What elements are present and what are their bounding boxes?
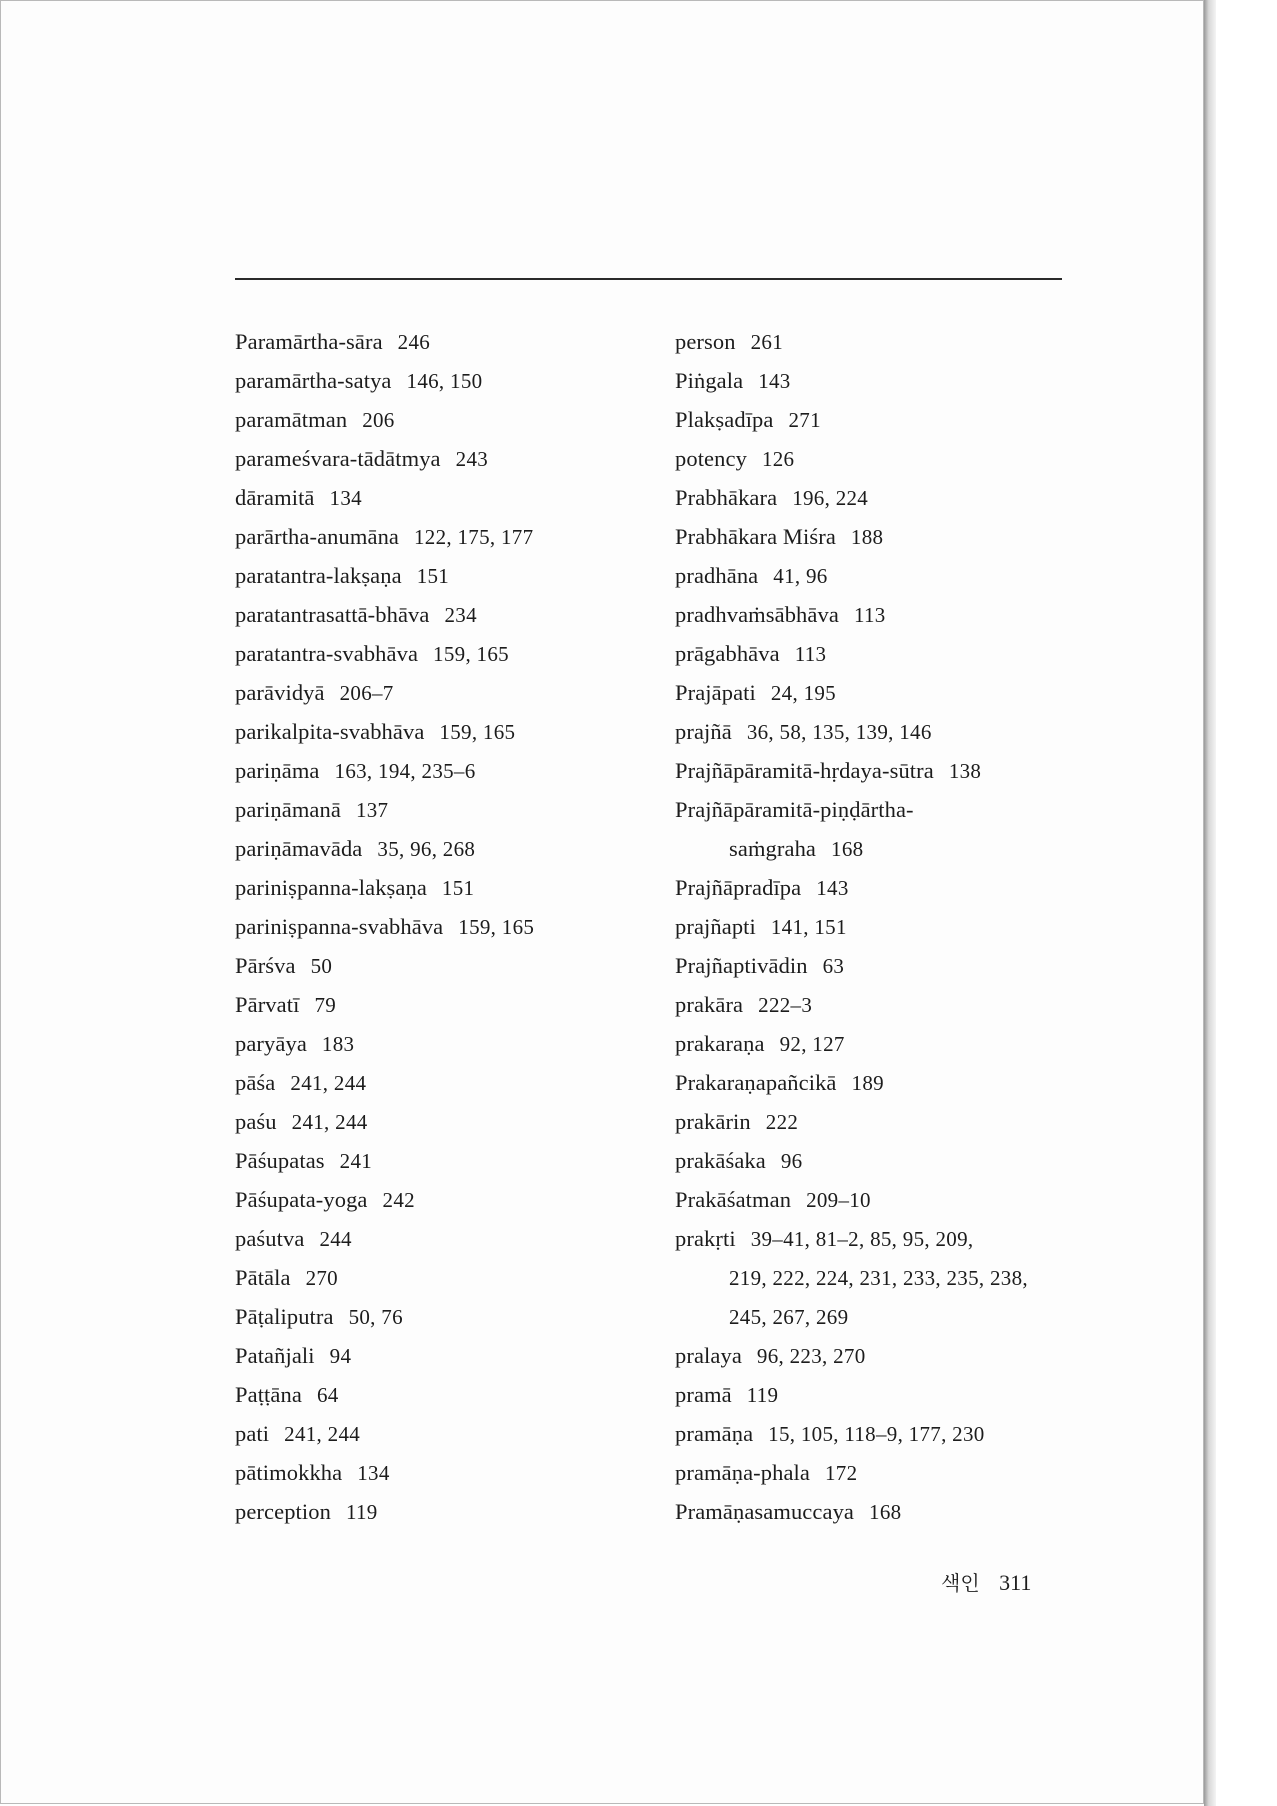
index-page-refs: 134 [357, 1461, 390, 1485]
index-page-refs: 159, 165 [433, 642, 509, 666]
index-term: Pāśupata-yoga [235, 1187, 368, 1212]
index-entry [235, 1224, 655, 1263]
index-term: prakaraṇa [675, 1031, 765, 1056]
index-page-refs: 113 [794, 642, 827, 666]
index-entry [235, 1263, 655, 1302]
index-entry [675, 1380, 1095, 1419]
index-term: Prajāpati [675, 680, 756, 705]
index-term: pati [235, 1421, 270, 1446]
index-entry [235, 1068, 655, 1107]
index-term: perception [235, 1499, 331, 1524]
index-page-refs: 39–41, 81–2, 85, 95, 209, [750, 1227, 974, 1251]
index-page-refs: 209–10 [806, 1188, 871, 1212]
index-term: Pārvatī [235, 992, 300, 1017]
index-entry [675, 366, 1095, 405]
index-entry [675, 1068, 1095, 1107]
index-page-refs: 270 [305, 1266, 338, 1290]
index-term: paratantra-lakṣaṇa [235, 563, 402, 588]
index-page-refs: 96, 223, 270 [756, 1344, 866, 1368]
index-page-refs: 183 [321, 1032, 355, 1056]
header-rule [235, 278, 1062, 280]
index-term: Prabhākara [675, 485, 778, 510]
index-page-refs: 271 [788, 408, 821, 432]
index-term: paśu [235, 1109, 277, 1134]
index-page-refs: 261 [750, 330, 783, 354]
index-page-refs: 113 [853, 603, 886, 627]
index-term: prakārin [675, 1109, 751, 1134]
index-page-refs: 196, 224 [792, 486, 869, 510]
index-entry [675, 912, 1095, 951]
index-page-refs: 163, 194, 235–6 [334, 759, 476, 783]
index-term: pradhvaṁsābhāva [675, 602, 839, 627]
index-entry [675, 756, 1095, 795]
index-term: person [675, 329, 736, 354]
index-page-refs: 159, 165 [458, 915, 535, 939]
index-page-refs: 241, 244 [291, 1110, 368, 1134]
index-page-refs: 241 [339, 1149, 373, 1173]
index-entry [235, 444, 655, 483]
index-term: pariṇāmanā [235, 797, 341, 822]
index-entry [675, 717, 1095, 756]
index-term: paratantra-svabhāva [235, 641, 419, 666]
index-page-refs: 245, 267, 269 [729, 1305, 849, 1329]
page-number: 311 [999, 1570, 1032, 1595]
index-entry [235, 717, 655, 756]
index-page-refs: 94 [329, 1344, 352, 1368]
index-term: pariniṣpanna-lakṣaṇa [235, 875, 427, 900]
index-term: Prajñāpradīpa [675, 875, 802, 900]
index-term: pramāṇa [675, 1421, 754, 1446]
index-entry [675, 1107, 1095, 1146]
index-term: dāramitā [235, 485, 315, 510]
index-term: Prajñāpāramitā-piṇḍārtha- [675, 797, 914, 822]
index-entry [675, 795, 1095, 834]
index-entry [235, 678, 655, 717]
index-term: pralaya [675, 1343, 742, 1368]
index-page-refs: 246 [397, 330, 431, 354]
index-term: Paramārtha-sāra [235, 329, 383, 354]
index-page-refs: 50, 76 [348, 1305, 403, 1329]
index-term: Plakṣadīpa [675, 407, 774, 432]
index-entry [675, 327, 1095, 366]
index-entry [235, 1497, 655, 1536]
index-entry [235, 795, 655, 834]
index-page-refs: 189 [851, 1071, 884, 1095]
index-term: prakāra [675, 992, 744, 1017]
index-page-refs: 241, 244 [284, 1422, 361, 1446]
index-page-refs: 151 [441, 876, 475, 900]
index-page-refs: 206 [362, 408, 395, 432]
index-term: pātimokkha [235, 1460, 343, 1485]
index-page-refs: 64 [316, 1383, 339, 1407]
index-entry [675, 600, 1095, 639]
page-footer [941, 1567, 1031, 1596]
index-page-refs: 168 [869, 1500, 902, 1524]
index-page-refs: 96 [780, 1149, 803, 1173]
index-entry [235, 1458, 655, 1497]
index-page-refs: 143 [816, 876, 849, 900]
index-page-refs: 50 [310, 954, 333, 978]
index-term: Patañjali [235, 1343, 315, 1368]
index-page-refs: 206–7 [339, 681, 394, 705]
index-entry [675, 639, 1095, 678]
index-entry [675, 1263, 1095, 1302]
index-page-refs: 151 [416, 564, 450, 588]
index-entry [235, 366, 655, 405]
index-term: paramātman [235, 407, 348, 432]
index-term: paramārtha-satya [235, 368, 392, 393]
index-page-refs: 244 [319, 1227, 352, 1251]
index-term: paśutva [235, 1226, 305, 1251]
index-term: prajñā [675, 719, 732, 744]
index-page-refs: 159, 165 [439, 720, 516, 744]
index-entry [235, 951, 655, 990]
index-entry [235, 405, 655, 444]
index-entry [675, 1302, 1095, 1341]
index-page-refs: 41, 96 [773, 564, 828, 588]
index-entry [235, 873, 655, 912]
index-term: prāgabhāva [675, 641, 780, 666]
index-entry [235, 834, 655, 873]
index-term: potency [675, 446, 747, 471]
index-entry [675, 1497, 1095, 1536]
index-page-refs: 137 [355, 798, 389, 822]
index-term: paryāya [235, 1031, 307, 1056]
index-term: pariṇāmavāda [235, 836, 363, 861]
index-entry [675, 1029, 1095, 1068]
index-entry [235, 1341, 655, 1380]
index-term: Pātāla [235, 1265, 291, 1290]
index-term: prajñapti [675, 914, 756, 939]
index-page-refs: 126 [761, 447, 795, 471]
index-page-refs: 143 [758, 369, 791, 393]
index-term: paratantrasattā-bhāva [235, 602, 430, 627]
index-term: Prabhākara Miśra [675, 524, 836, 549]
index-page-refs: 188 [850, 525, 884, 549]
index-page-refs: 119 [746, 1383, 779, 1407]
index-page-refs: 138 [948, 759, 982, 783]
index-term: parāvidyā [235, 680, 325, 705]
index-entry [235, 522, 655, 561]
index-term: pramā [675, 1382, 732, 1407]
index-entry [235, 483, 655, 522]
index-entry [235, 327, 655, 366]
index-term: parārtha-anumāna [235, 524, 399, 549]
index-page-refs: 119 [345, 1500, 378, 1524]
index-page-refs: 92, 127 [779, 1032, 845, 1056]
index-term: Prajñāpāramitā-hṛdaya-sūtra [675, 758, 934, 783]
index-page-refs: 134 [329, 486, 362, 510]
index-page-refs: 15, 105, 118–9, 177, 230 [768, 1422, 985, 1446]
index-page-refs: 222 [765, 1110, 799, 1134]
index-entry [235, 1185, 655, 1224]
index-entry [675, 1419, 1095, 1458]
index-term: pāśa [235, 1070, 276, 1095]
index-term: Pāśupatas [235, 1148, 325, 1173]
footer-label: 색인 [941, 1571, 980, 1595]
index-entry [675, 678, 1095, 717]
index-term: Piṅgala [675, 368, 744, 393]
index-page-refs: 24, 195 [770, 681, 836, 705]
index-page-refs: 36, 58, 135, 139, 146 [746, 720, 932, 744]
index-entry [675, 990, 1095, 1029]
index-entry [235, 990, 655, 1029]
index-entry [675, 873, 1095, 912]
index-entry [675, 1185, 1095, 1224]
index-term: Paṭṭāna [235, 1382, 302, 1407]
index-entry [235, 912, 655, 951]
index-page-refs: 146, 150 [406, 369, 483, 393]
index-page-refs: 222–3 [758, 993, 813, 1017]
index-entry [675, 405, 1095, 444]
index-term: prakāśaka [675, 1148, 766, 1173]
index-term: Prakaraṇapañcikā [675, 1070, 837, 1095]
page-edge-shadow [1204, 0, 1216, 1806]
index-term: pariṇāma [235, 758, 320, 783]
index-column-right [675, 327, 1095, 1536]
index-term: Pramāṇasamuccaya [675, 1499, 855, 1524]
index-term: pramāṇa-phala [675, 1460, 810, 1485]
index-page-refs: 35, 96, 268 [377, 837, 476, 861]
index-term: saṁgraha [729, 836, 817, 861]
index-entry [235, 756, 655, 795]
index-entry [675, 522, 1095, 561]
index-entry [235, 1380, 655, 1419]
index-entry [675, 483, 1095, 522]
index-page-refs: 219, 222, 224, 231, 233, 235, 238, [729, 1266, 1028, 1290]
index-page-refs: 234 [444, 603, 477, 627]
index-page-refs: 242 [382, 1188, 415, 1212]
index-term: Pāṭaliputra [235, 1304, 334, 1329]
index-column-left [235, 327, 655, 1536]
index-page-refs: 141, 151 [770, 915, 847, 939]
index-entry [675, 561, 1095, 600]
index-term: pariniṣpanna-svabhāva [235, 914, 444, 939]
index-entry [675, 1341, 1095, 1380]
index-term: parameśvara-tādātmya [235, 446, 441, 471]
index-term: prakṛti [675, 1226, 736, 1251]
index-term: parikalpita-svabhāva [235, 719, 425, 744]
index-entry [235, 639, 655, 678]
index-entry [675, 1224, 1095, 1263]
index-page-refs: 243 [455, 447, 489, 471]
index-entry [675, 1458, 1095, 1497]
index-entry [235, 561, 655, 600]
index-page-refs: 168 [831, 837, 864, 861]
index-term: Prajñaptivādin [675, 953, 808, 978]
index-page-refs: 172 [824, 1461, 858, 1485]
index-page-refs: 122, 175, 177 [414, 525, 534, 549]
index-term: pradhāna [675, 563, 759, 588]
index-page-refs: 63 [822, 954, 845, 978]
index-page-refs: 241, 244 [290, 1071, 367, 1095]
index-entry [235, 600, 655, 639]
index-entry [675, 1146, 1095, 1185]
index-entry [235, 1302, 655, 1341]
index-entry [235, 1029, 655, 1068]
index-term: Pārśva [235, 953, 296, 978]
index-entry [675, 951, 1095, 990]
index-entry [235, 1146, 655, 1185]
index-entry [675, 444, 1095, 483]
index-entry [675, 834, 1095, 873]
index-page-refs: 79 [314, 993, 337, 1017]
index-entry [235, 1419, 655, 1458]
index-entry [235, 1107, 655, 1146]
index-term: Prakāśatman [675, 1187, 792, 1212]
